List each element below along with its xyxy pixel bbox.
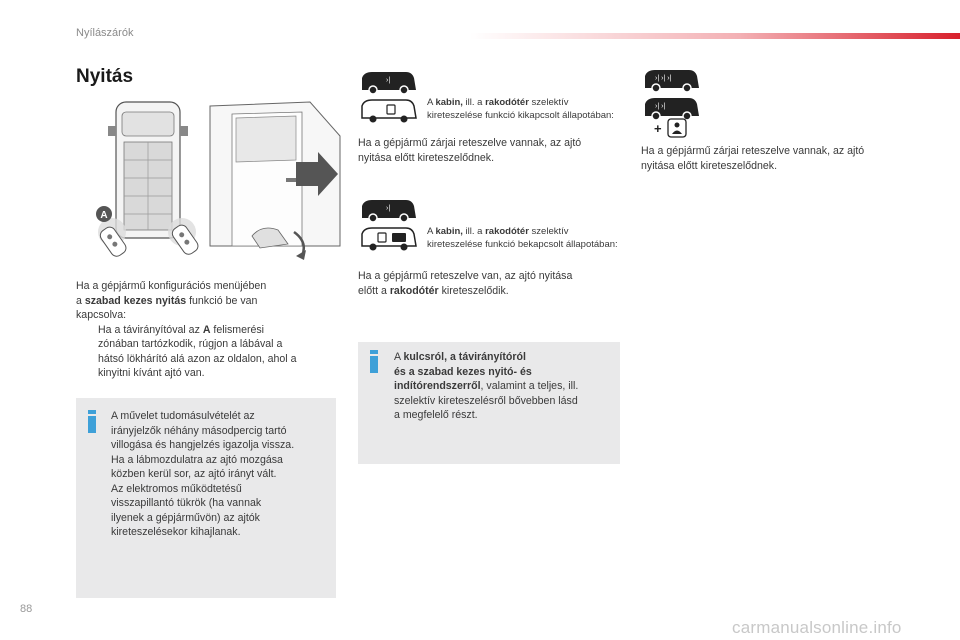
- van-icon-cabin: [358, 68, 420, 96]
- van-icon-full-1: [641, 66, 703, 94]
- van-illustration-svg: [82, 96, 342, 264]
- van-icon-unlock-cargo: [358, 224, 420, 252]
- page-title: Nyitás: [76, 66, 134, 87]
- van-handsfree-illustration: [82, 96, 342, 264]
- svg-text:+: +: [654, 121, 662, 136]
- watermark: carmanualsonline.info: [732, 618, 902, 637]
- svg-text:›| ›| ›|: ›| ›| ›|: [655, 75, 672, 82]
- selective-unlock-off-caption: A kabin, ill. a rakodótér szelektív kireteszelése funkció kikapcsolt állapotában:: [427, 97, 614, 121]
- svg-text:›| ›|: ›| ›|: [655, 103, 666, 110]
- intro-paragraph: Ha a gépjármű konfigurációs menüjében a szabad kezes nyitás funkció be van kapcsolva: Ha a távirányítóval az A felismerési zónában tartózkodik, rúgjon a lábával a hátsó lökhárító alá azon az oldalon, ahol a kinyitni kívánt ajtó van.: [76, 279, 326, 381]
- info-box-text: A művelet tudomásulvételét az irányjelzők néhány másodpercig tartó villogása és hangjelzés igazolja vissza. Ha a lábmozdulatra az ajtó mozgása közben kerül sor, az ajtó irányt vált. Az elektromos működtetésű visszapillantó tükrök (ha vannak ilyenek a gépjárművön) az ajtók kireteszelésekor kihajlanak.: [111, 410, 295, 538]
- section-header: Nyílászárók: [76, 27, 134, 39]
- unlock-icon: [387, 105, 395, 114]
- van-icon-cargo: [358, 196, 420, 224]
- instruction-bullet: Ha a távirányítóval az A felismerési zónában tartózkodik, rúgjon a lábával a hátsó lökhárító alá azon az oldalon, ahol a kinyitni kívánt ajtó van.: [98, 323, 297, 379]
- page-number: 88: [20, 603, 33, 615]
- detection-zone-badge: A: [100, 210, 108, 221]
- svg-text:›|: ›|: [386, 77, 391, 84]
- unlock-on-text: Ha a gépjármű reteszelve van, az ajtó nyitása előtt a rakodótér kireteszelődik.: [358, 270, 573, 297]
- selective-unlock-on-caption: A kabin, ill. a rakodótér szelektív kireteszelése funkció bekapcsolt állapotában:: [427, 226, 618, 250]
- info-box-see-section: [358, 342, 620, 464]
- unlock-off-text: Ha a gépjármű zárjai reteszelve vannak, az ajtó nyitása előtt kireteszelődnek.: [358, 137, 582, 164]
- van-icon-unlock-all: [358, 96, 420, 124]
- passenger-plus-icon: [654, 118, 690, 138]
- header-accent-bar: [470, 33, 960, 39]
- info-icon: [370, 350, 378, 373]
- svg-text:›|: ›|: [386, 205, 391, 212]
- info-icon: [88, 410, 96, 433]
- info-box-text: A kulcsról, a távirányítóról és a szabad kezes nyitó- és indítórendszerről, valamint a teljes, ill. szelektív kireteszelésről bővebben lásd a megfelelő részt.: [394, 351, 579, 421]
- col3-text: Ha a gépjármű zárjai reteszelve vannak, az ajtó nyitása előtt kireteszelődnek.: [641, 145, 865, 172]
- info-box-acknowledgement: [76, 398, 336, 598]
